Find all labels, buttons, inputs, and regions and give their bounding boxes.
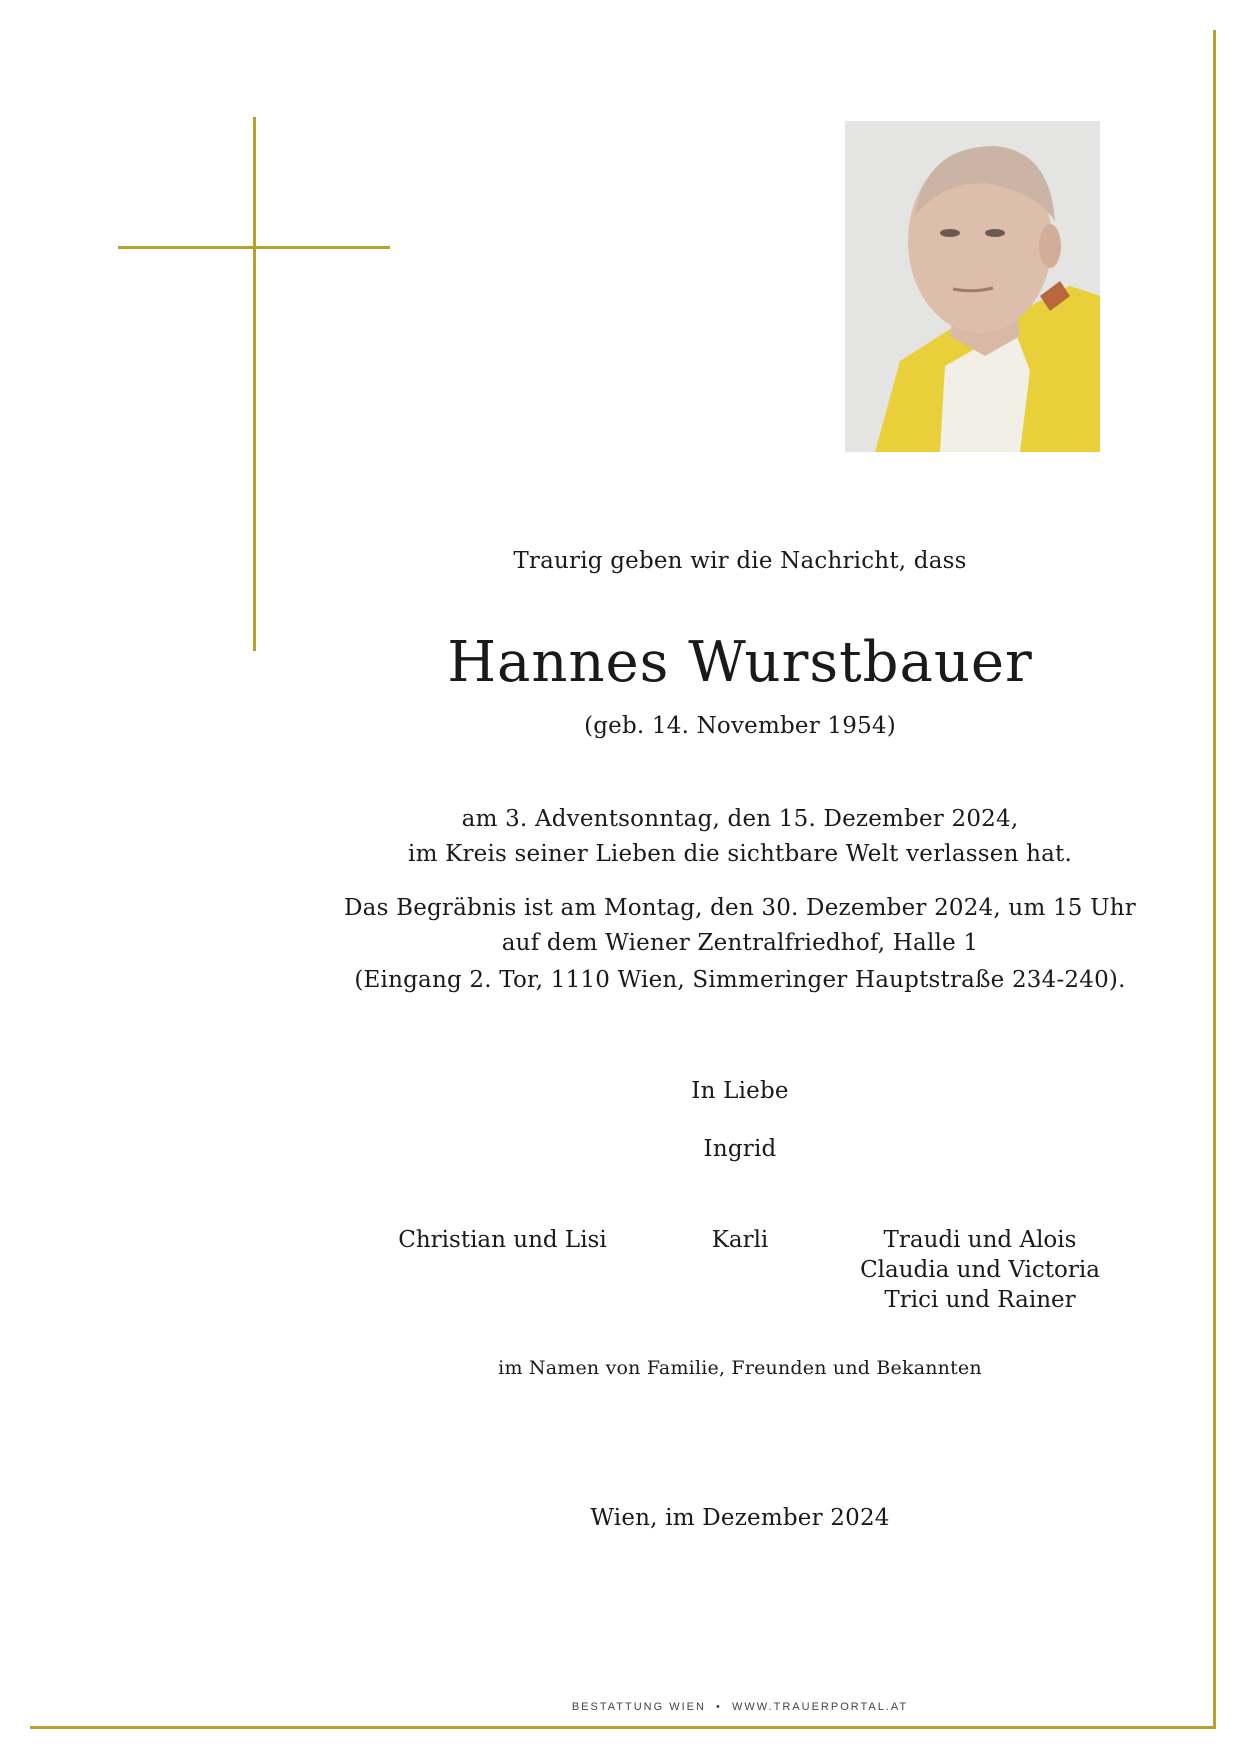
mourner-group-center xyxy=(680,1225,800,1255)
cross-vertical-bar xyxy=(253,117,256,651)
mourner-group-right xyxy=(830,1225,1130,1315)
right-border-line xyxy=(1213,30,1216,1728)
funeral-time-line: Das Begräbnis ist am Montag, den 30. Dezember 2024, um 15 Uhr xyxy=(344,895,1136,921)
mourner-name: Traudi und Alois xyxy=(883,1227,1077,1253)
birth-date: (geb. 14. November 1954) xyxy=(584,713,896,739)
mourner-name: Christian und Lisi xyxy=(398,1227,607,1253)
mourner-name: Karli xyxy=(711,1227,769,1253)
place-date: Wien, im Dezember 2024 xyxy=(590,1505,890,1531)
portrait-illustration xyxy=(845,121,1100,452)
death-text-line: im Kreis seiner Lieben die sichtbare Welt verlassen hat. xyxy=(408,841,1072,867)
on-behalf-text: im Namen von Familie, Freunden und Bekannten xyxy=(498,1357,982,1379)
cross-horizontal-bar xyxy=(118,246,390,249)
footer xyxy=(330,1701,1150,1713)
mourner-group-left xyxy=(380,1225,625,1255)
mourner-name: Claudia und Victoria xyxy=(860,1257,1100,1283)
bottom-border-line xyxy=(30,1726,1216,1729)
spouse-name: Ingrid xyxy=(703,1136,777,1162)
portrait-photo xyxy=(845,121,1100,452)
funeral-address-line: (Eingang 2. Tor, 1110 Wien, Simmeringer Hauptstraße 234-240). xyxy=(354,967,1126,993)
footer-company: BESTATTUNG WIEN xyxy=(571,1701,706,1713)
footer-website-link[interactable]: WWW.TRAUERPORTAL.AT xyxy=(732,1701,909,1713)
deceased-name: Hannes Wurstbauer xyxy=(447,630,1033,695)
intro-text: Traurig geben wir die Nachricht, dass xyxy=(513,548,967,574)
footer-separator: • xyxy=(716,1701,722,1713)
closing-text: In Liebe xyxy=(691,1078,789,1104)
death-date-line: am 3. Adventsonntag, den 15. Dezember 2024, xyxy=(461,806,1019,832)
mourner-name: Trici und Rainer xyxy=(884,1287,1076,1313)
funeral-location-line: auf dem Wiener Zentralfriedhof, Halle 1 xyxy=(501,930,979,956)
